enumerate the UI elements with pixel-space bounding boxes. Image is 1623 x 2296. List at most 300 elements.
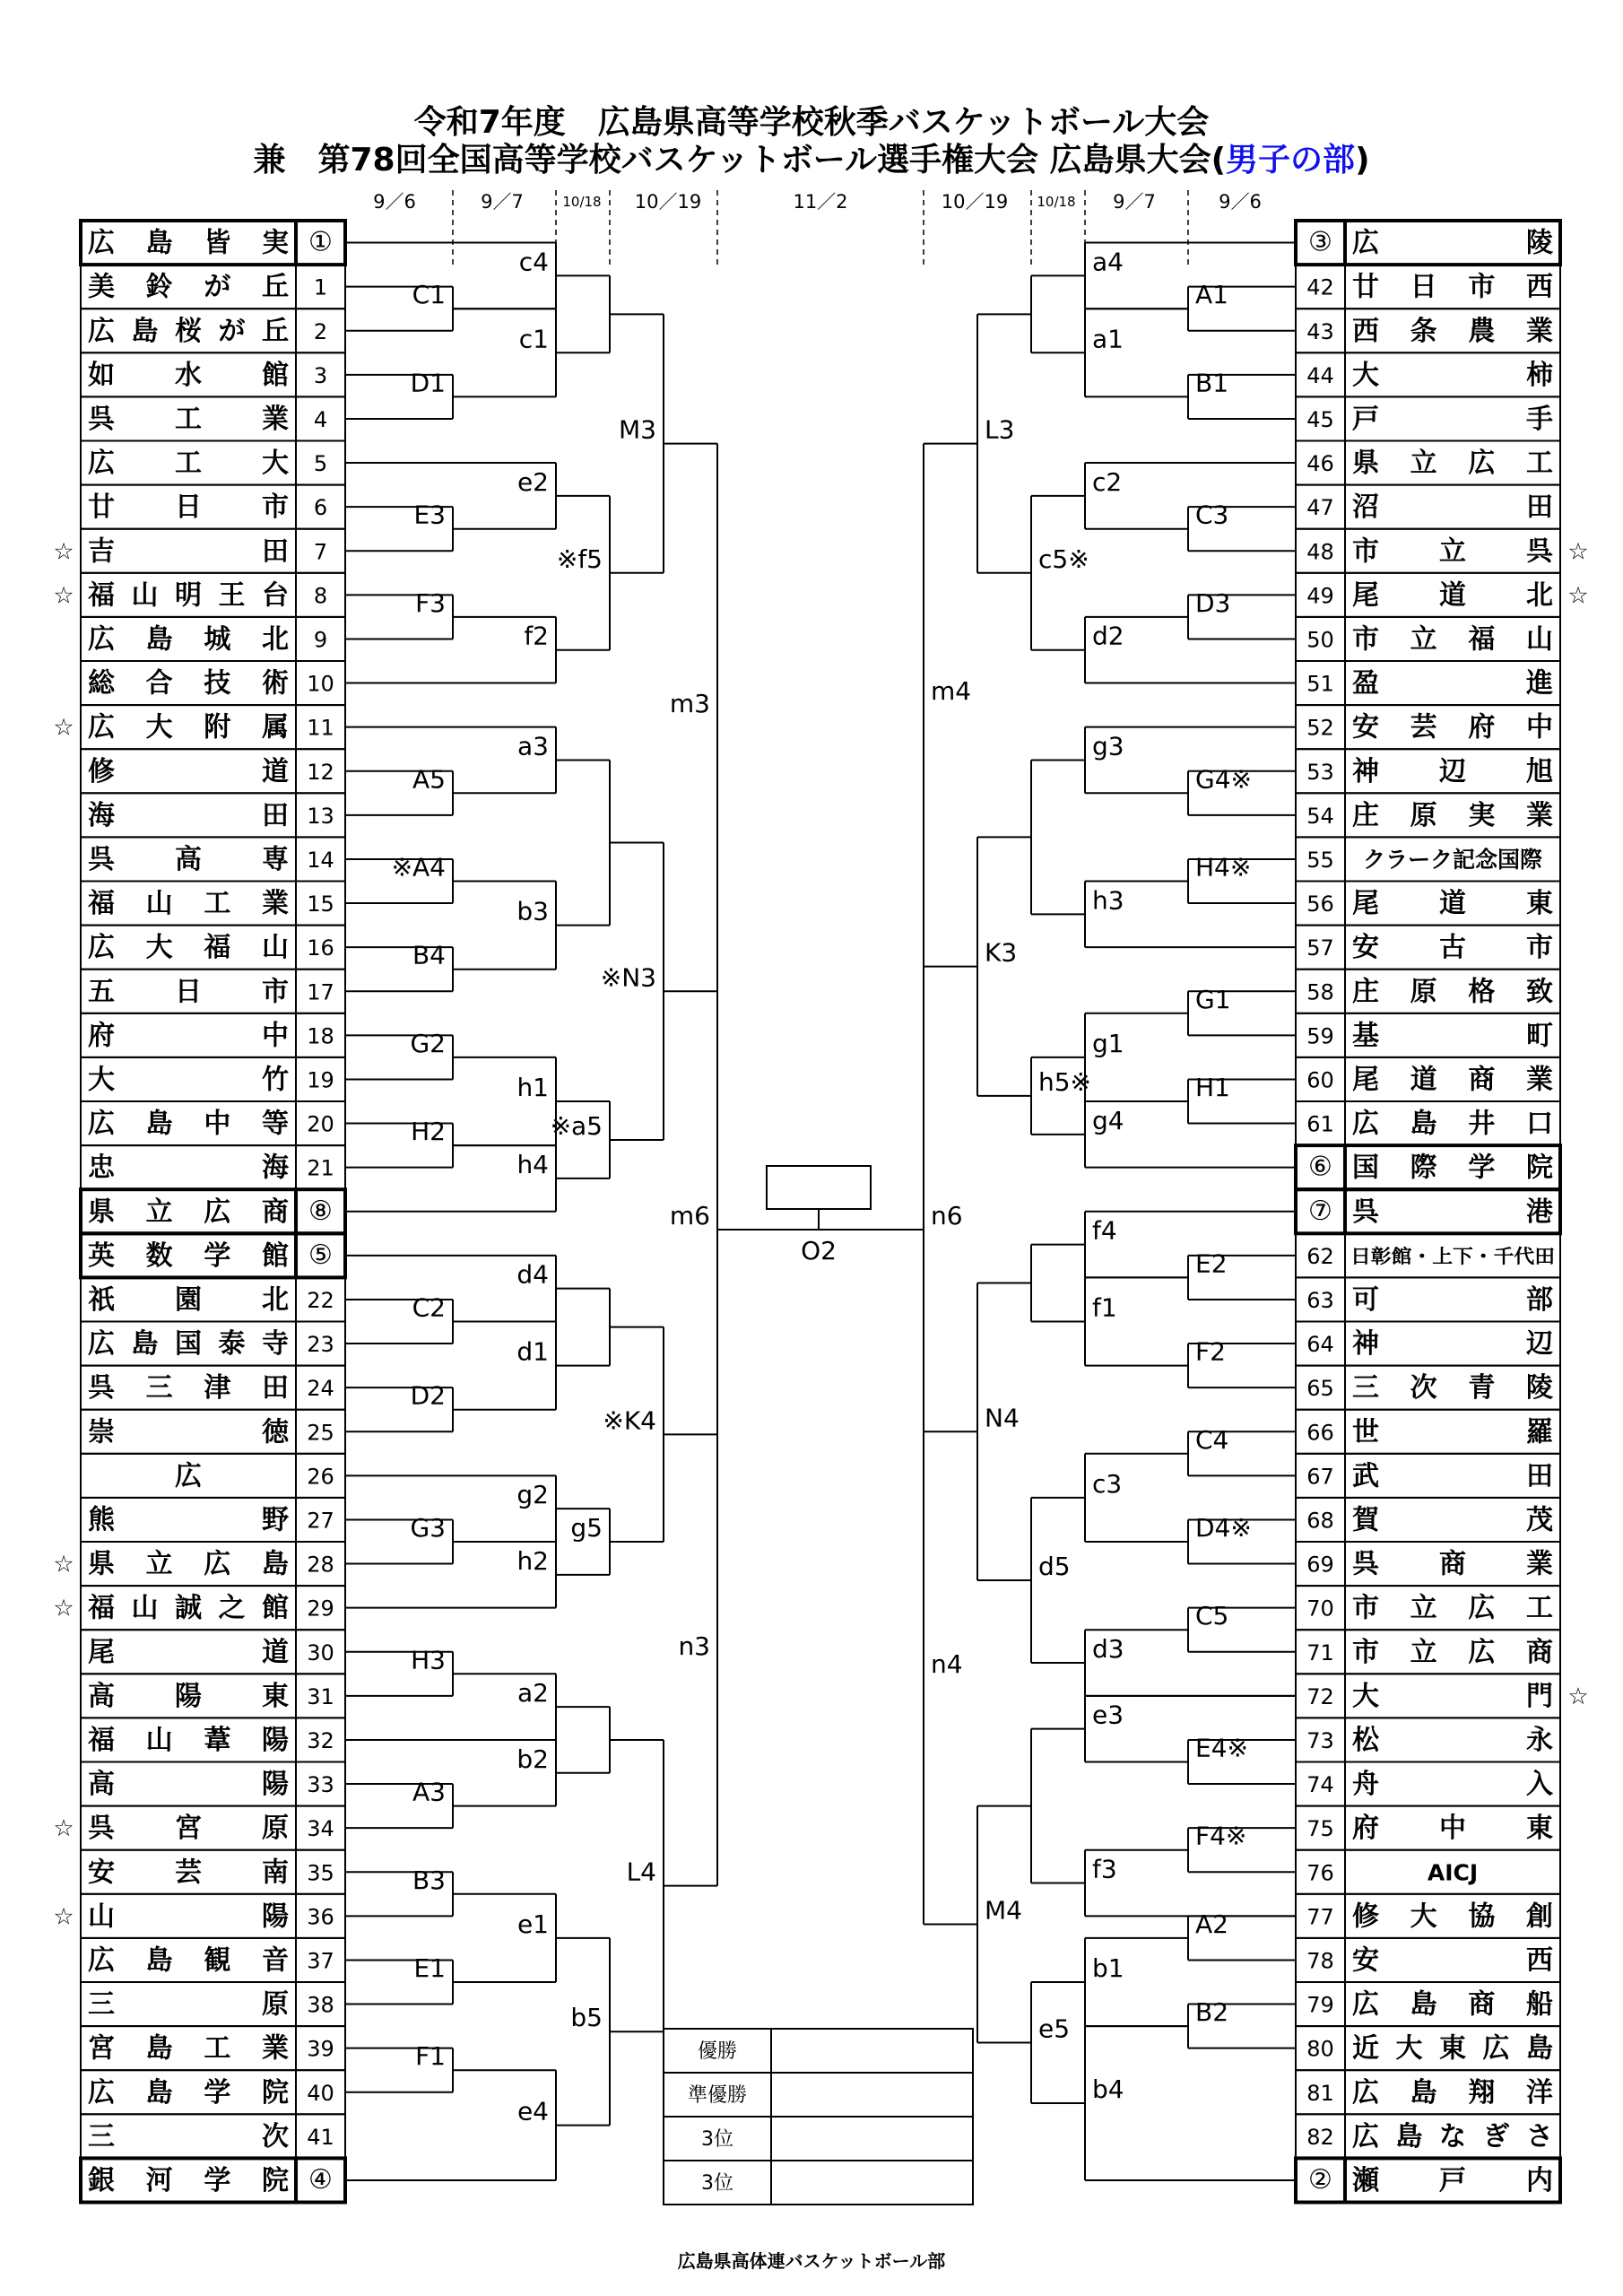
- match-label: d4: [516, 1259, 549, 1290]
- team-name: 如水館: [88, 359, 289, 391]
- team-number: 26: [307, 1464, 334, 1490]
- match-label: a1: [1092, 324, 1124, 354]
- team-number: 30: [307, 1639, 334, 1665]
- match-label: M3: [619, 414, 656, 445]
- title-paren-close: ): [1355, 142, 1370, 178]
- match-label: H2: [411, 1117, 446, 1147]
- team-name: 呉港: [1352, 1196, 1553, 1228]
- match-label: G1: [1195, 984, 1231, 1014]
- result-value-cell: [771, 2161, 973, 2205]
- match-label: e3: [1092, 1700, 1124, 1730]
- team-number: 36: [307, 1904, 334, 1930]
- team-name: 広島中等: [88, 1108, 289, 1140]
- match-label: m4: [931, 676, 972, 707]
- team-number: 12: [307, 759, 334, 785]
- match-label: b2: [516, 1744, 549, 1774]
- match-label: d2: [1092, 621, 1124, 651]
- title-division-accent: 男子の部: [1226, 142, 1356, 178]
- team-name: 国際学院: [1352, 1152, 1553, 1184]
- team-name: 呉工業: [88, 403, 289, 435]
- team-name: 西条農業: [1352, 315, 1553, 347]
- title-line-1: 令和7年度 広島県高等学校秋季バスケットボール大会: [413, 104, 1210, 141]
- result-label: 3位: [701, 2128, 733, 2151]
- team-name: 市立広工: [1352, 1592, 1553, 1624]
- match-label: F1: [415, 2041, 446, 2072]
- team-number: 77: [1306, 1904, 1334, 1930]
- match-label: A1: [1195, 280, 1228, 310]
- match-label: g5: [570, 1513, 603, 1543]
- team-name: 崇徳: [88, 1416, 289, 1448]
- team-number: 43: [1306, 318, 1334, 344]
- match-label: C1: [412, 280, 446, 310]
- team-number: ④: [308, 2163, 333, 2196]
- champion-box: [767, 1166, 871, 1209]
- team-name: 神辺: [1352, 1328, 1553, 1361]
- match-label: ※A4: [391, 852, 446, 883]
- team-number: 14: [307, 847, 334, 873]
- team-name: 総合技術: [88, 667, 289, 700]
- results-table: [664, 2029, 973, 2205]
- team-number: 50: [1306, 627, 1334, 653]
- team-number: ⑧: [308, 1195, 333, 1227]
- match-label: d1: [516, 1336, 549, 1367]
- team-name: 山陽: [88, 1900, 289, 1933]
- match-label: c1: [518, 324, 549, 354]
- final-match-label: O2: [801, 1236, 837, 1265]
- team-name: 祇園北: [88, 1283, 289, 1316]
- team-name: 福山工業: [88, 888, 289, 920]
- team-number: 70: [1306, 1596, 1334, 1622]
- star-marker: ☆: [53, 1595, 74, 1622]
- match-label: C2: [412, 1292, 446, 1323]
- team-name: 安芸府中: [1352, 711, 1553, 744]
- team-number: 62: [1306, 1243, 1334, 1269]
- team-name: 尾道北: [1352, 579, 1553, 612]
- date-left-2: 9／7: [481, 191, 524, 213]
- title-line-2: [253, 142, 1369, 178]
- match-label: B4: [412, 940, 446, 970]
- team-number: 29: [307, 1596, 334, 1622]
- team-name: 五日市: [88, 976, 289, 1008]
- team-number: 61: [1306, 1111, 1334, 1137]
- team-number: 47: [1306, 495, 1334, 521]
- match-label: G4※: [1195, 764, 1252, 795]
- match-label: b5: [570, 2003, 603, 2033]
- team-name: 広陵: [1352, 227, 1553, 259]
- match-label: g3: [1092, 731, 1124, 761]
- team-name: 広島翔洋: [1352, 2076, 1553, 2109]
- match-label: e1: [516, 1909, 549, 1939]
- match-label: D1: [410, 368, 446, 398]
- match-label: L3: [985, 414, 1015, 445]
- match-label: H3: [411, 1645, 446, 1675]
- team-name: 広島井口: [1352, 1108, 1553, 1140]
- team-number: 59: [1306, 1023, 1334, 1049]
- team-number: 23: [307, 1332, 334, 1358]
- match-label: E3: [413, 500, 446, 530]
- team-name: 広島学院: [88, 2076, 289, 2109]
- date-left-1: 9／6: [373, 191, 416, 213]
- match-label: f1: [1092, 1292, 1117, 1323]
- team-number: 11: [307, 715, 334, 741]
- team-number: 45: [1306, 406, 1334, 432]
- result-value-cell: [771, 2073, 973, 2117]
- team-number: 54: [1306, 803, 1334, 829]
- match-label: H1: [1195, 1073, 1230, 1102]
- team-number: 25: [307, 1420, 334, 1446]
- match-label: f4: [1092, 1215, 1117, 1246]
- team-number: 1: [313, 274, 328, 300]
- team-name: 尾道商業: [1352, 1064, 1553, 1096]
- team-number: 69: [1306, 1552, 1334, 1578]
- team-number: 22: [307, 1287, 334, 1313]
- match-label: b4: [1092, 2074, 1124, 2105]
- team-name: 廿日市: [88, 491, 289, 524]
- team-name: 府中東: [1352, 1813, 1553, 1845]
- team-number: 40: [307, 2080, 334, 2106]
- team-name: 広島商船: [1352, 1988, 1553, 2021]
- team-number: 48: [1306, 539, 1334, 565]
- team-name: 安芸南: [88, 1857, 289, 1889]
- match-label: f2: [524, 621, 549, 651]
- match-label: n3: [678, 1631, 710, 1661]
- date-row: [373, 191, 1262, 213]
- match-label: a4: [1092, 247, 1124, 277]
- match-label: a3: [517, 731, 549, 761]
- team-number: ③: [1308, 226, 1332, 258]
- team-name: 尾道: [88, 1636, 289, 1668]
- team-number: 82: [1306, 2124, 1334, 2150]
- match-label: E4※: [1195, 1733, 1248, 1763]
- match-label: c5※: [1038, 544, 1089, 574]
- team-name: 呉三津田: [88, 1372, 289, 1405]
- team-number: 65: [1306, 1376, 1334, 1402]
- team-name: 広島皆実: [88, 227, 289, 259]
- team-name: 広島城北: [88, 623, 289, 656]
- team-number: 81: [1306, 2080, 1334, 2106]
- team-name: 忠海: [88, 1152, 289, 1184]
- team-name: 盈進: [1352, 667, 1553, 700]
- team-number: 46: [1306, 451, 1334, 477]
- team-number: 49: [1306, 583, 1334, 609]
- bracket-lines: [345, 190, 1296, 2180]
- team-name: 府中: [88, 1020, 289, 1052]
- match-label: L4: [626, 1857, 656, 1887]
- team-name: 日彰館・上下・千代田: [1350, 1245, 1555, 1267]
- team-name: 高陽: [88, 1769, 289, 1801]
- team-number: 6: [313, 495, 328, 521]
- team-name: 福山明王台: [88, 579, 289, 612]
- team-name: 英数学館: [88, 1239, 289, 1272]
- match-label: h5※: [1038, 1066, 1092, 1097]
- match-label: C3: [1195, 500, 1229, 530]
- match-label: F3: [415, 587, 446, 618]
- team-name: 近大東広島: [1352, 2032, 1553, 2065]
- team-number: 74: [1306, 1772, 1334, 1798]
- team-name: 海田: [88, 799, 289, 831]
- match-label: F2: [1195, 1336, 1226, 1367]
- team-number: 10: [307, 671, 334, 697]
- match-label: G3: [410, 1513, 446, 1543]
- date-right-2: 10/18: [1037, 194, 1076, 210]
- team-name: 県立広島: [88, 1548, 289, 1580]
- team-name: 大柿: [1352, 359, 1553, 391]
- star-marker: ☆: [1567, 1683, 1589, 1710]
- match-label: b1: [1092, 1953, 1124, 1983]
- team-name: 広島なぎさ: [1352, 2120, 1553, 2152]
- team-name: 瀬戸内: [1352, 2164, 1553, 2196]
- team-name: AICJ: [1427, 1859, 1479, 1886]
- team-name: 呉高専: [88, 843, 289, 875]
- team-name: 高陽東: [88, 1680, 289, 1712]
- match-label: A2: [1195, 1909, 1228, 1939]
- team-name: 松永: [1352, 1724, 1553, 1756]
- star-marker: ☆: [53, 538, 74, 566]
- team-name: 呉商業: [1352, 1548, 1553, 1580]
- match-label: D3: [1195, 587, 1231, 618]
- match-label: h1: [516, 1073, 549, 1102]
- team-number: 18: [307, 1023, 334, 1049]
- team-name: 県立広商: [88, 1196, 289, 1228]
- team-name: 庄原実業: [1352, 799, 1553, 831]
- date-right-4: 9／6: [1219, 191, 1262, 213]
- left-team-list: [53, 221, 345, 2203]
- team-name: 広大附属: [88, 711, 289, 744]
- team-number: 39: [307, 2036, 334, 2062]
- team-number: 7: [313, 539, 328, 565]
- team-number: 5: [313, 451, 328, 477]
- match-label: c2: [1092, 466, 1123, 497]
- match-label: D4※: [1195, 1513, 1252, 1543]
- match-label: m3: [669, 688, 710, 718]
- team-number: 42: [1306, 274, 1334, 300]
- team-number: 3: [313, 362, 328, 388]
- match-label: B1: [1195, 368, 1229, 398]
- team-number: 79: [1306, 1992, 1334, 2018]
- team-number: 64: [1306, 1332, 1334, 1358]
- team-name: 三次青陵: [1352, 1372, 1553, 1405]
- match-label: c4: [518, 247, 549, 277]
- result-label: 3位: [701, 2172, 733, 2195]
- star-marker: ☆: [1567, 538, 1589, 566]
- team-number: 35: [307, 1860, 334, 1886]
- team-number: 8: [313, 583, 328, 609]
- match-label: F4※: [1195, 1821, 1247, 1851]
- match-label: d3: [1092, 1634, 1124, 1665]
- star-marker: ☆: [53, 1815, 74, 1843]
- match-label: g4: [1092, 1105, 1124, 1135]
- team-name: 三次: [88, 2120, 289, 2152]
- result-label: 優勝: [697, 2040, 738, 2063]
- team-name: 大門: [1352, 1680, 1553, 1712]
- team-name: 廿日市西: [1352, 271, 1553, 303]
- team-name: 県立広工: [1352, 448, 1553, 480]
- star-marker: ☆: [53, 1551, 74, 1578]
- team-name: 大竹: [88, 1064, 289, 1096]
- result-label: 準優勝: [687, 2084, 748, 2107]
- team-number: 16: [307, 935, 334, 961]
- date-left-4: 10／19: [634, 191, 702, 213]
- team-number: 68: [1306, 1508, 1334, 1534]
- match-label: g1: [1092, 1028, 1124, 1058]
- match-label: a2: [517, 1678, 549, 1709]
- match-label: ※K4: [603, 1405, 656, 1436]
- team-number: 63: [1306, 1287, 1334, 1313]
- team-name: 広島国泰寺: [88, 1328, 289, 1361]
- team-name: 修道: [88, 755, 289, 787]
- star-marker: ☆: [53, 582, 74, 610]
- team-name: 福山誠之館: [88, 1592, 289, 1624]
- match-label: C5: [1195, 1601, 1229, 1631]
- match-label: E2: [1195, 1248, 1228, 1279]
- team-number: 17: [307, 979, 334, 1005]
- team-number: 66: [1306, 1420, 1334, 1446]
- team-name: クラーク記念国際: [1362, 846, 1543, 873]
- match-label: N4: [985, 1403, 1020, 1433]
- team-name: 広: [175, 1460, 202, 1492]
- match-label: e2: [516, 466, 549, 497]
- team-name: 美鈴が丘: [88, 271, 289, 303]
- match-label: M4: [985, 1895, 1022, 1926]
- team-number: 4: [313, 406, 328, 432]
- star-marker: ☆: [1567, 582, 1589, 610]
- team-number: 28: [307, 1552, 334, 1578]
- match-label: n4: [931, 1648, 963, 1679]
- match-label: E1: [413, 1953, 446, 1983]
- match-label: e5: [1038, 2013, 1071, 2044]
- team-number: 75: [1306, 1816, 1334, 1842]
- team-number: ⑤: [308, 1239, 333, 1271]
- star-marker: ☆: [53, 714, 74, 742]
- match-label: c3: [1092, 1468, 1123, 1499]
- team-name: 修大協創: [1352, 1900, 1553, 1933]
- team-number: 58: [1306, 979, 1334, 1005]
- match-label: h4: [516, 1149, 549, 1179]
- team-name: 賀茂: [1352, 1504, 1553, 1536]
- team-number: 13: [307, 803, 334, 829]
- team-number: 31: [307, 1683, 334, 1709]
- team-number: 67: [1306, 1464, 1334, 1490]
- match-label: C4: [1195, 1424, 1229, 1455]
- match-label: b3: [516, 896, 549, 926]
- title-line-2-main: 兼 第78回全国高等学校バスケットボール選手権大会 広島県大会: [253, 142, 1211, 178]
- team-number: 33: [307, 1772, 334, 1798]
- team-number: 60: [1306, 1067, 1334, 1093]
- team-number: 15: [307, 891, 334, 918]
- match-label: A3: [412, 1777, 446, 1807]
- team-number: 21: [307, 1155, 334, 1181]
- result-value-cell: [771, 2029, 973, 2073]
- team-number: 44: [1306, 362, 1334, 388]
- team-number: 57: [1306, 935, 1334, 961]
- team-number: 32: [307, 1727, 334, 1753]
- title-paren-open: (: [1211, 142, 1227, 178]
- team-number: 51: [1306, 671, 1334, 697]
- match-label: h2: [516, 1545, 549, 1576]
- match-label: K3: [985, 937, 1018, 968]
- team-number: 19: [307, 1067, 334, 1093]
- team-name: 舟入: [1352, 1769, 1553, 1801]
- footer-org: 広島県高体連バスケットボール部: [677, 2250, 946, 2272]
- match-label: H4※: [1195, 852, 1252, 883]
- team-number: 72: [1306, 1683, 1334, 1709]
- team-name: 広島観音: [88, 1944, 289, 1977]
- match-label: ※N3: [600, 962, 656, 993]
- match-label: B3: [412, 1865, 446, 1895]
- match-label: D2: [410, 1380, 446, 1411]
- team-name: 尾道東: [1352, 888, 1553, 920]
- team-name: 基町: [1352, 1020, 1553, 1052]
- team-name: 銀河学院: [88, 2164, 289, 2196]
- team-name: 広工大: [88, 448, 289, 480]
- match-label: B2: [1195, 1997, 1229, 2028]
- team-number: 2: [313, 318, 328, 344]
- team-name: 沼田: [1352, 491, 1553, 524]
- match-label: A5: [412, 764, 446, 795]
- team-name: 宮島工業: [88, 2032, 289, 2065]
- team-name: 市立呉: [1352, 535, 1553, 568]
- match-label: G2: [410, 1028, 446, 1058]
- team-number: 34: [307, 1816, 334, 1842]
- team-number: 80: [1306, 2036, 1334, 2062]
- team-number: 9: [313, 627, 328, 653]
- team-number: 52: [1306, 715, 1334, 741]
- team-number: 56: [1306, 891, 1334, 918]
- team-name: 戸手: [1352, 403, 1553, 435]
- match-label: g2: [516, 1480, 549, 1510]
- team-name: 安古市: [1352, 932, 1553, 964]
- team-name: 広大福山: [88, 932, 289, 964]
- team-number: ⑦: [1308, 1195, 1332, 1227]
- team-name: 武田: [1352, 1460, 1553, 1492]
- date-right-1: 10／19: [941, 191, 1009, 213]
- team-name: 可部: [1352, 1283, 1553, 1316]
- team-name: 市立福山: [1352, 623, 1553, 656]
- team-number: 71: [1306, 1639, 1334, 1665]
- team-number: 73: [1306, 1727, 1334, 1753]
- team-number: 78: [1306, 1948, 1334, 1974]
- team-number: 24: [307, 1376, 334, 1402]
- match-label: e4: [516, 2096, 549, 2126]
- team-name: 庄原格致: [1352, 976, 1553, 1008]
- team-name: 広島桜が丘: [88, 315, 289, 347]
- team-name: 世羅: [1352, 1416, 1553, 1448]
- team-number: 76: [1306, 1860, 1334, 1886]
- right-team-list: [1296, 221, 1589, 2203]
- team-name: 熊野: [88, 1504, 289, 1536]
- date-center: 11／2: [793, 191, 848, 213]
- match-label: n6: [931, 1201, 963, 1231]
- team-number: 53: [1306, 759, 1334, 785]
- team-number: ⑥: [1308, 1151, 1332, 1183]
- star-marker: ☆: [53, 1903, 74, 1931]
- team-number: 55: [1306, 847, 1334, 873]
- team-number: 38: [307, 1992, 334, 2018]
- match-label: m6: [669, 1201, 710, 1231]
- team-name: 福山葦陽: [88, 1724, 289, 1756]
- date-left-3: 10/18: [562, 194, 602, 210]
- match-label: f3: [1092, 1854, 1117, 1884]
- team-number: 20: [307, 1111, 334, 1137]
- date-right-3: 9／7: [1113, 191, 1156, 213]
- team-name: 神辺旭: [1352, 755, 1553, 787]
- team-name: 安西: [1352, 1944, 1553, 1977]
- team-name: 呉宮原: [88, 1813, 289, 1845]
- match-label: d5: [1038, 1551, 1071, 1581]
- match-label: ※f5: [556, 544, 603, 574]
- team-number: ①: [308, 226, 333, 258]
- result-value-cell: [771, 2117, 973, 2161]
